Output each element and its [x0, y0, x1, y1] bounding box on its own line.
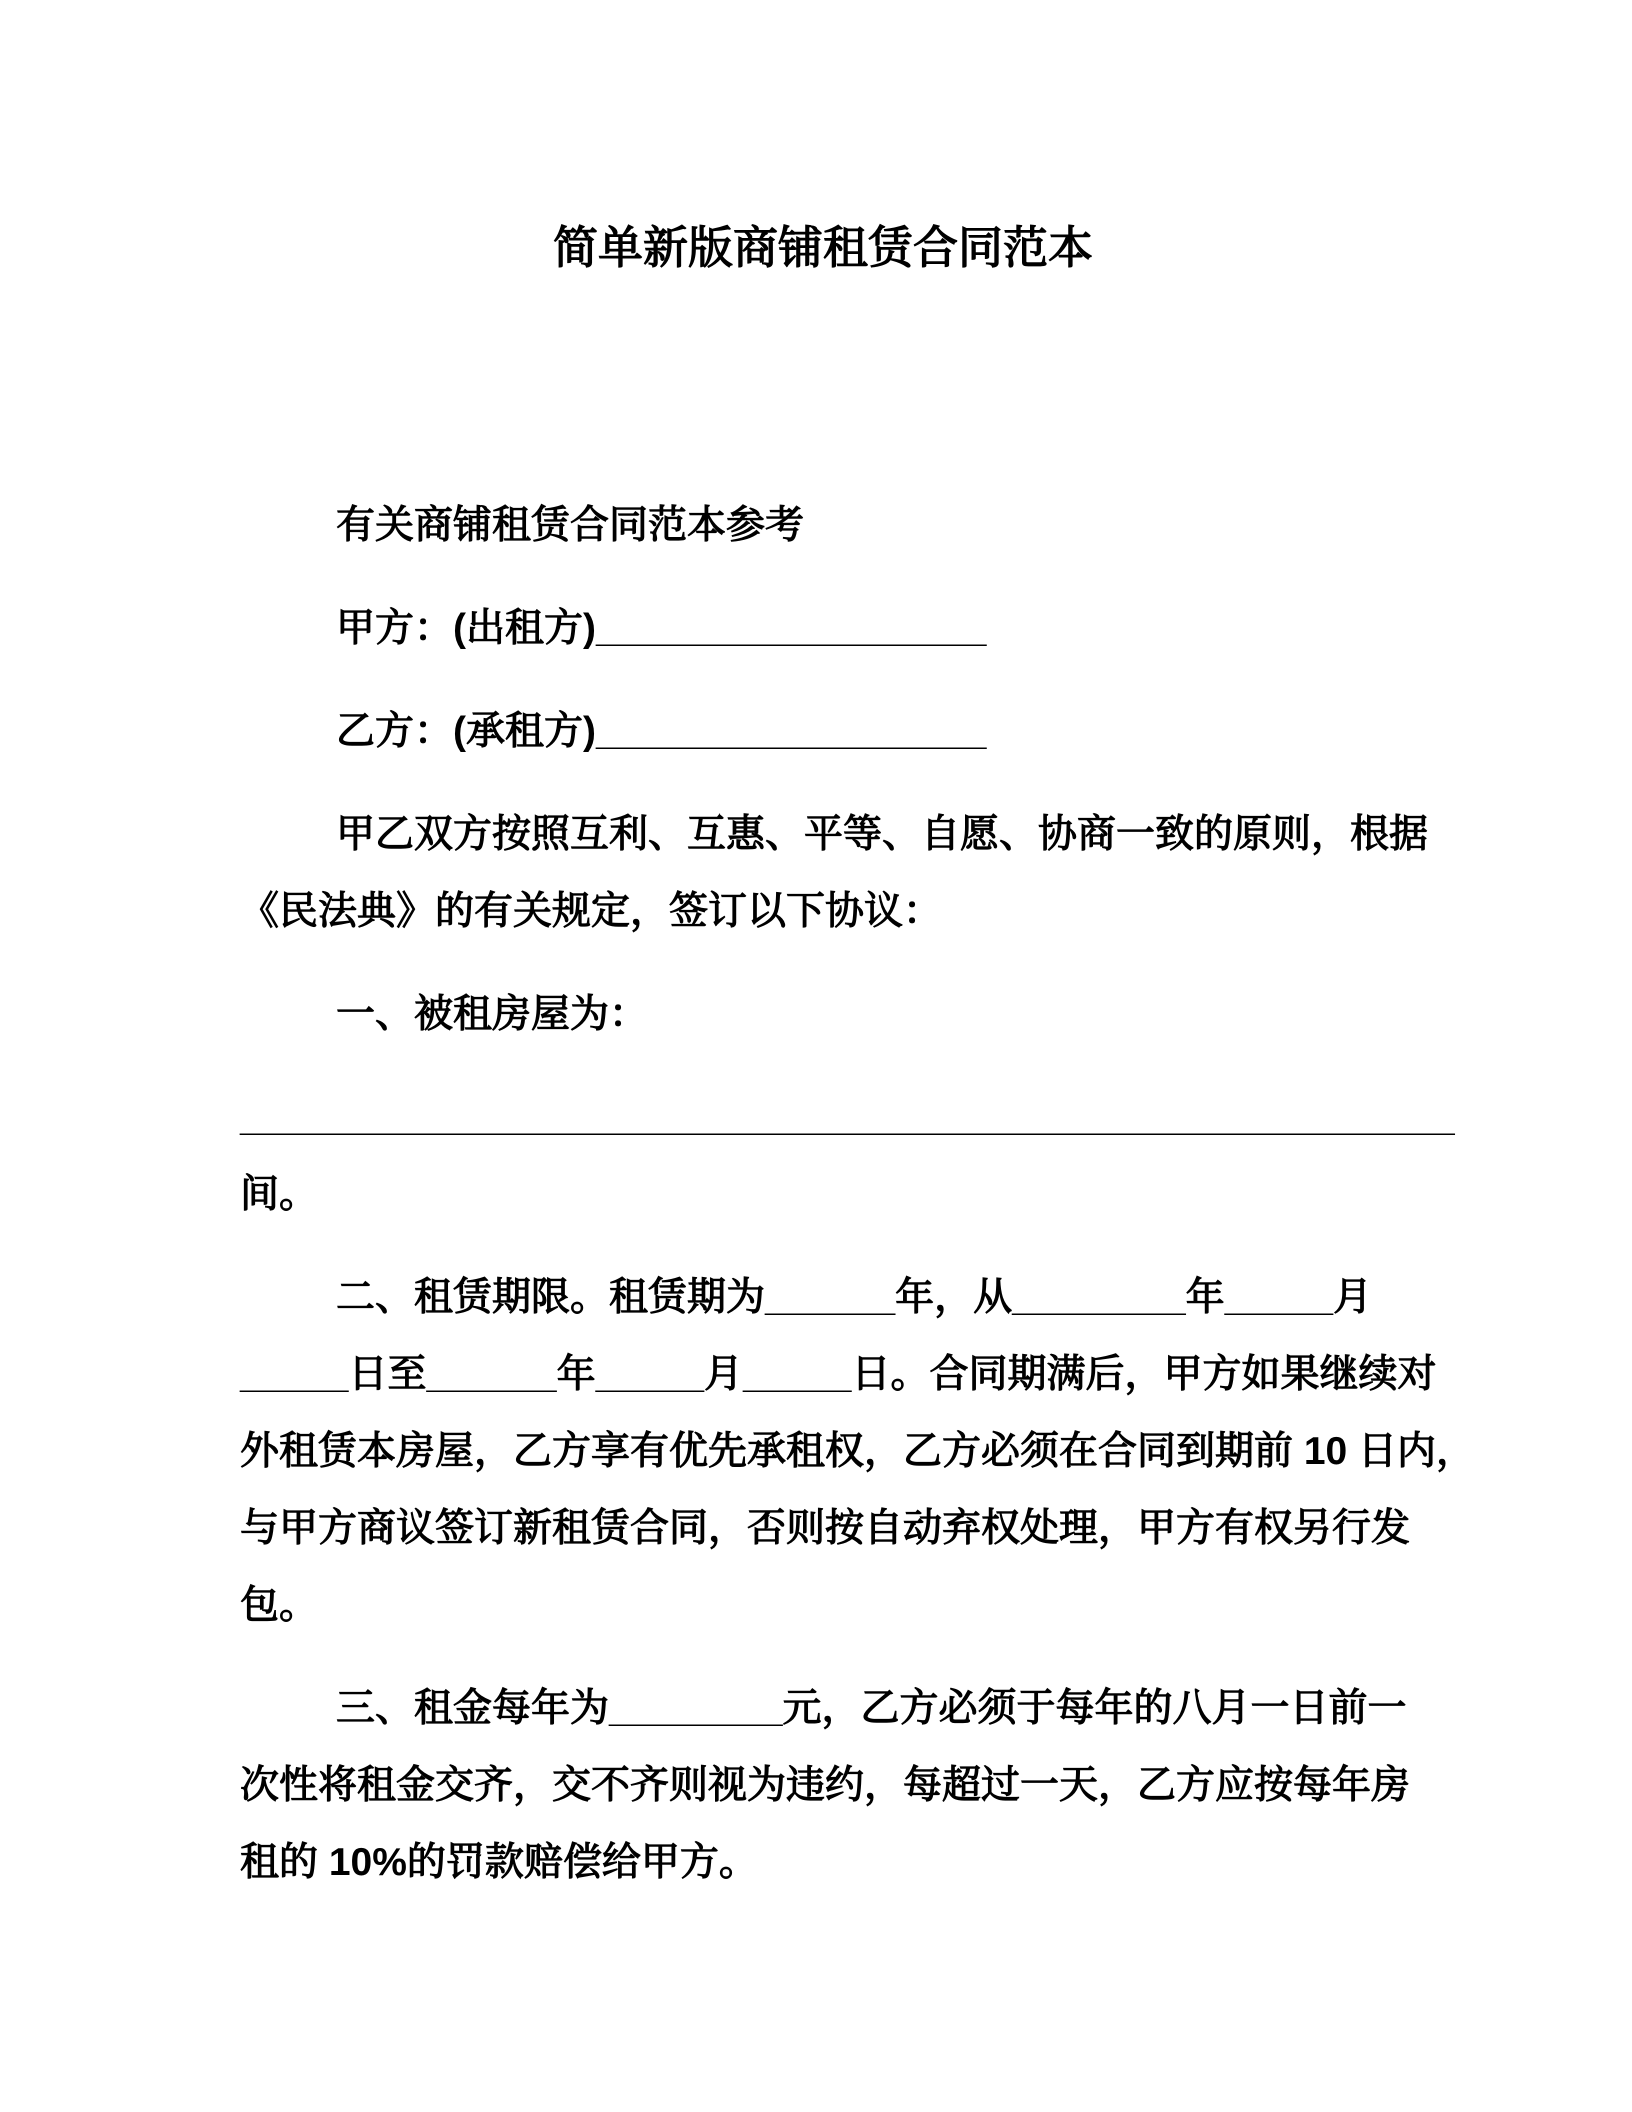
paragraph [240, 1259, 1476, 1644]
paragraph [240, 1079, 1455, 1233]
paragraph [240, 1670, 1411, 1901]
text-line: 《民法典》的有关规定，签订以下协议： [240, 890, 943, 933]
paragraph [240, 976, 1406, 1053]
paragraph [240, 796, 1429, 950]
text-line: 二、租赁期限。租赁期为______年，从________年_____月 [336, 1276, 1373, 1319]
text-line: 乙方：(承租方)__________________ [336, 710, 987, 753]
document-body [240, 487, 1476, 1901]
text-line: ________________________________________________________ [240, 1096, 1455, 1139]
text-line: 甲方：(出租方)__________________ [336, 607, 987, 650]
paragraph [240, 590, 1406, 667]
text-line: 包。 [240, 1584, 319, 1627]
text-line: 一、被租房屋为： [336, 993, 649, 1036]
text-line: 间。 [240, 1173, 319, 1216]
text-line: 有关商铺租赁合同范本参考 [336, 504, 805, 547]
paragraph [240, 693, 1406, 770]
text-line: 与甲方商议签订新租赁合同，否则按自动弃权处理，甲方有权另行发 [240, 1507, 1411, 1550]
text-line: 甲乙双方按照互利、互惠、平等、自愿、协商一致的原则，根据 [336, 813, 1429, 856]
text-line: 三、租金每年为________元，乙方必须于每年的八月一日前一 [336, 1687, 1407, 1730]
text-line: 租的 10%的罚款赔偿给甲方。 [240, 1841, 758, 1884]
document-title: 简单新版商铺租赁合同范本 [552, 222, 1093, 273]
text-line: 次性将租金交齐，交不齐则视为违约，每超过一天，乙方应按每年房 [240, 1764, 1411, 1807]
text-line: 外租赁本房屋，乙方享有优先承租权，乙方必须在合同到期前 10 日内， [240, 1430, 1476, 1473]
paragraph [240, 487, 1406, 564]
text-line: _____日至______年_____月_____日。合同期满后，甲方如果继续对 [240, 1353, 1437, 1396]
